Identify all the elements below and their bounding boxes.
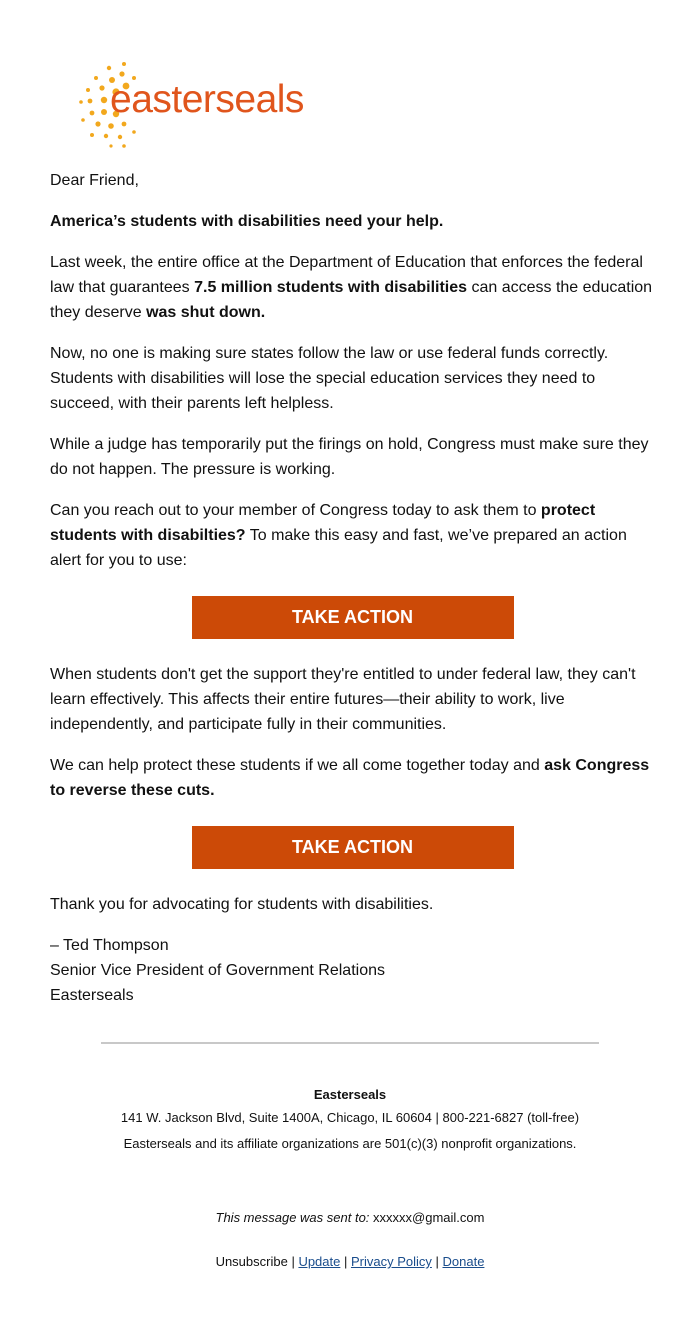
- unsubscribe-link[interactable]: Unsubscribe: [215, 1254, 288, 1269]
- donate-link[interactable]: Donate: [442, 1254, 485, 1269]
- signature: [50, 933, 655, 1008]
- link-separator: |: [340, 1254, 351, 1269]
- headline: America’s students with disabilities need your help.: [50, 213, 444, 230]
- paragraph-office-shutdown: Last week, the entire office at the Department of Education that enforces the federal law that guarantees 7.5 million students with disabilities can access the education they deserve was shut down.: [50, 254, 653, 321]
- privacy-policy-link[interactable]: Privacy Policy: [350, 1254, 432, 1269]
- paragraph-consequences: Now, no one is making sure states follow the law or use federal funds correctly. Students with disabilities will lose the special education services they need to succeed, with their parents left helpless.: [50, 345, 609, 412]
- footer-address: 141 W. Jackson Blvd, Suite 1400A, Chicago, IL 60604 | 800-221-6827 (toll-free): [120, 1110, 580, 1125]
- footer: [0, 1085, 700, 1157]
- footer-divider: [101, 1042, 599, 1044]
- paragraph-ask: Can you reach out to your member of Congress today to ask them to protect students with disabilties? To make this easy and fast, we’ve prepared an action alert for you to use:: [50, 502, 627, 569]
- footer-org-name: Easterseals: [313, 1087, 387, 1102]
- take-action-wrap-1: [50, 596, 655, 639]
- paragraph-together: We can help protect these students if we all come together today and ask Congress to reverse these cuts.: [50, 757, 650, 799]
- footer-nonprofit-note: Easterseals and its affiliate organizations are 501(c)(3) nonprofit organizations.: [123, 1136, 577, 1151]
- greeting: Dear Friend,: [50, 172, 139, 189]
- easterseals-logo[interactable]: [78, 58, 308, 150]
- signature-name: – Ted Thompson: [50, 937, 169, 954]
- update-link[interactable]: Update: [298, 1254, 341, 1269]
- paragraph-thanks: Thank you for advocating for students with disabilities.: [50, 896, 434, 913]
- take-action-wrap-2: [50, 826, 655, 869]
- paragraph-impact: When students don't get the support they're entitled to under federal law, they can't learn effectively. This affects their entire futures—their ability to work, live independently, and participate fully in their communities.: [50, 666, 636, 733]
- link-separator: |: [287, 1254, 299, 1269]
- letter-body: [50, 168, 655, 1008]
- signature-title: Senior Vice President of Government Relations: [50, 962, 385, 979]
- sent-to-email: xxxxxx@gmail.com: [369, 1210, 485, 1225]
- signature-org: Easterseals: [50, 987, 134, 1004]
- paragraph-judge: While a judge has temporarily put the firings on hold, Congress must make sure they do not happen. The pressure is working.: [50, 436, 649, 478]
- take-action-button-2[interactable]: TAKE ACTION: [192, 826, 514, 869]
- take-action-button[interactable]: TAKE ACTION: [192, 596, 514, 639]
- link-separator: |: [431, 1254, 443, 1269]
- logo-wordmark: easterseals: [110, 78, 304, 121]
- sent-to-label: This message was sent to:: [215, 1210, 370, 1225]
- footer-links: [0, 1254, 700, 1269]
- sent-to-line: [0, 1210, 700, 1225]
